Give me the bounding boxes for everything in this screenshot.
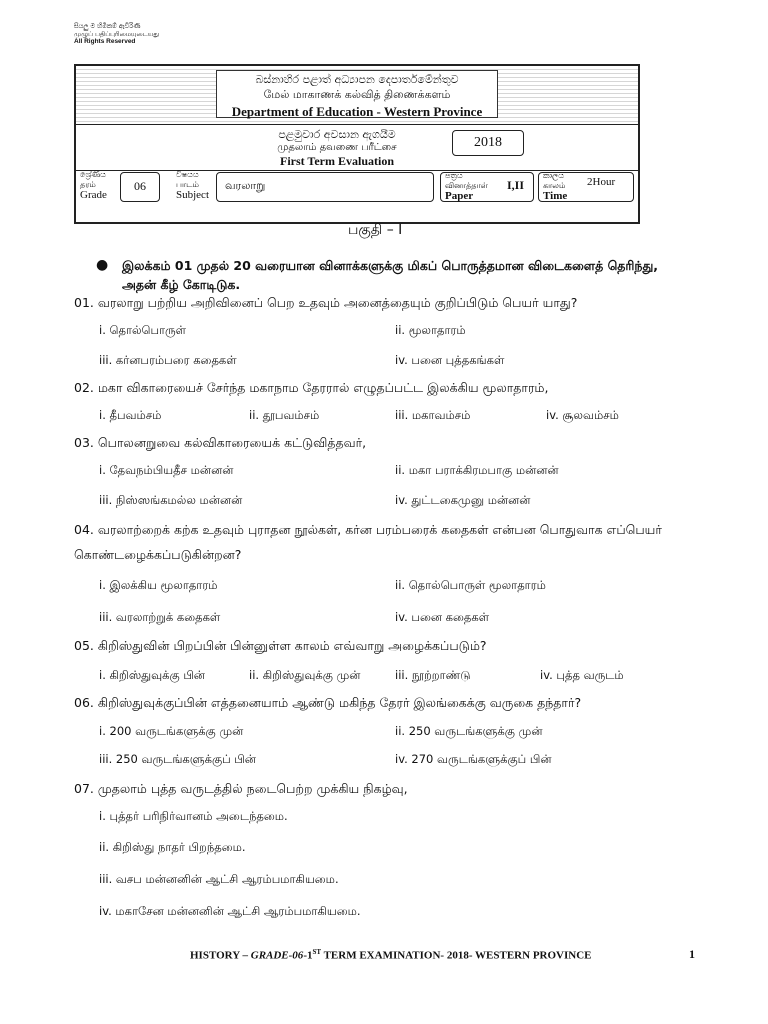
page-number: 1 (689, 947, 695, 961)
department-sinhala: බස්නාහිර පළාත් අධ්‍යාපන දෙපාර්තමේන්තුව (255, 73, 459, 86)
grade-label-si: ශ්‍රේණිය (80, 170, 106, 179)
copyright-sinhala: සියලු ම හිමිකම් ඇවිරිණි (74, 22, 141, 30)
q02-option-3[interactable]: iii. மகாவம்சம் (395, 408, 471, 422)
subject-label-en: Subject (176, 189, 209, 201)
q07-option-3[interactable]: iii. வசப மன்னனின் ஆட்சி ஆரம்பமாகியமை. (99, 872, 339, 886)
footer-term-suffix: ST (312, 948, 322, 956)
subject-box (216, 172, 434, 202)
exam-title-band (76, 124, 638, 171)
footer-grade: GRADE-06 (250, 949, 304, 962)
q01-option-4[interactable]: iv. பனை புத்தகங்கள் (395, 353, 505, 367)
department-box (216, 70, 498, 118)
time-label-ta: காலம் (543, 181, 566, 190)
exam-year: 2018 (452, 130, 524, 156)
q03-option-3[interactable]: iii. நிஸ்ஸங்கமல்ல மன்னன் (99, 493, 243, 507)
q05-option-4[interactable]: iv. புத்த வருடம் (540, 668, 624, 682)
copyright-notice (74, 22, 159, 46)
page-footer (190, 948, 592, 962)
paper-label-en: Paper (445, 190, 474, 202)
instruction-text: இலக்கம் 01 முதல் 20 வரையான வினாக்களுக்கு மிகப் பொருத்தமான விடைகளைத் தெரிந்து, அதன் கீழ் கோடிடுக. (122, 258, 659, 292)
time-box (538, 172, 634, 202)
q04-option-4[interactable]: iv. பனை கதைகள் (395, 610, 490, 624)
question-number: 03. (74, 435, 94, 450)
grade-label-en: Grade (80, 189, 107, 201)
time-label (543, 171, 567, 201)
paper-label (445, 171, 488, 201)
question-number: 07. (74, 781, 94, 796)
question-06 (74, 695, 581, 712)
q01-option-3[interactable]: iii. கர்னபரம்பரை கதைகள் (99, 353, 237, 367)
question-text: கிறிஸ்துவின் பிறப்பின் பின்னுள்ள காலம் எவ்வாறு அழைக்கப்படும்? (97, 638, 487, 653)
q05-option-1[interactable]: i. கிறிஸ்துவுக்கு பின் (99, 668, 205, 682)
question-number: 01. (74, 295, 94, 310)
subject-label-si: විෂයය (176, 170, 199, 179)
subject-value: வரலாறு (225, 179, 266, 192)
grade-label (80, 170, 107, 200)
q07-option-1[interactable]: i. புத்தர் பரிநிர்வானம் அடைந்தமை. (99, 809, 288, 823)
bullet-icon: ● (96, 257, 109, 273)
paper-box (440, 172, 534, 202)
question-07 (74, 781, 408, 798)
q04-option-1[interactable]: i. இலக்கிய மூலாதாரம் (99, 578, 218, 592)
time-label-en: Time (543, 190, 568, 202)
exam-title-tamil: முதலாம் தவணை பரீட்சை (277, 142, 397, 153)
exam-details-row (76, 170, 638, 204)
q04-option-3[interactable]: iii. வரலாற்றுக் கதைகள் (99, 610, 221, 624)
part-title: பகுதி – I (348, 222, 403, 238)
instruction (96, 256, 666, 294)
question-text: வரலாறு பற்றிய அறிவினைப் பெற உதவும் அனைத்தையும் குறிப்பிடும் பெயர் யாது? (97, 295, 578, 310)
q01-option-2[interactable]: ii. மூலாதாரம் (395, 323, 466, 337)
department-tamil: மேல் மாகாணக் கல்வித் திணைக்களம் (263, 88, 451, 101)
q03-option-4[interactable]: iv. துட்டகைமுனு மன்னன் (395, 493, 531, 507)
question-04 (74, 517, 690, 567)
q07-option-4[interactable]: iv. மகாசேன மன்னனின் ஆட்சி ஆரம்பமாகியமை. (99, 904, 361, 918)
grade-label-ta: தரம் (80, 180, 96, 189)
question-text: மகா விகாரையைச் சேர்ந்த மகாநாம தேரரால் எழுதப்பட்ட இலக்கிய மூலாதாரம், (97, 380, 549, 395)
q07-option-2[interactable]: ii. கிறிஸ்து நாதர் பிறந்தமை. (99, 840, 246, 854)
copyright-english: All Rights Reserved (74, 38, 136, 45)
q04-option-2[interactable]: ii. தொல்பொருள் மூலாதாரம் (395, 578, 546, 592)
department-english: Department of Education - Western Province (231, 104, 483, 119)
subject-label-ta: பாடம் (176, 180, 199, 189)
footer-history: HISTORY – (190, 949, 248, 962)
question-text: பொலனறுவை கல்விகாரையைக் கட்டுவித்தவர், (97, 435, 367, 450)
question-text: முதலாம் புத்த வருடத்தில் நடைபெற்ற முக்கிய நிகழ்வு, (97, 781, 408, 796)
question-02 (74, 380, 548, 397)
question-text: வரலாற்றைக் கற்க உதவும் புராதன நூல்கள், கர்ன பரம்பரைக் கதைகள் என்பன பொதுவாக எப்பெயர் கொண்டழைக்கப்படுகின்றன? (74, 522, 662, 562)
copyright-tamil: முழுப் பதிப்புரிமையுடையது (74, 30, 160, 38)
q02-option-2[interactable]: ii. தூபவம்சம் (249, 408, 320, 422)
q01-option-1[interactable]: i. தொல்பொருள் (99, 323, 187, 337)
grade-box (120, 172, 160, 202)
paper-label-si: පත්‍රය (445, 171, 463, 180)
q03-option-2[interactable]: ii. மகா பராக்கிரமபாகு மன்னன் (395, 463, 559, 477)
question-text: கிறிஸ்துவுக்குப்பின் எத்தனையாம் ஆண்டு மகிந்த தேரர் இலங்கைக்கு வருகை தந்தார்? (97, 695, 582, 710)
q05-option-2[interactable]: ii. கிறிஸ்துவுக்கு முன் (249, 668, 361, 682)
question-number: 04. (74, 522, 94, 537)
q06-option-2[interactable]: ii. 250 வருடங்களுக்கு முன் (395, 724, 543, 738)
paper-label-ta: வினாத்தாள் (445, 181, 488, 190)
question-number: 06. (74, 695, 94, 710)
q06-option-1[interactable]: i. 200 வருடங்களுக்கு முன் (99, 724, 244, 738)
grade-value: 06 (134, 179, 146, 193)
paper-value: I,II (507, 178, 525, 192)
question-01 (74, 295, 577, 312)
q02-option-4[interactable]: iv. சூலவம்சம் (546, 408, 619, 422)
question-05 (74, 638, 487, 655)
q02-option-1[interactable]: i. தீபவம்சம் (99, 408, 162, 422)
question-number: 05. (74, 638, 94, 653)
exam-header (74, 64, 640, 224)
subject-label (176, 170, 209, 200)
time-label-si: කාලය (543, 171, 564, 180)
department-banner (76, 66, 638, 125)
exam-title-sinhala: පළමුවාර අවසාන ඇගයීම (278, 128, 396, 141)
q06-option-4[interactable]: iv. 270 வருடங்களுக்குப் பின் (395, 752, 552, 766)
question-03 (74, 435, 366, 452)
q06-option-3[interactable]: iii. 250 வருடங்களுக்குப் பின் (99, 752, 256, 766)
footer-exam-text: TERM EXAMINATION- 2018- WESTERN PROVINCE (321, 949, 592, 962)
q05-option-3[interactable]: iii. நூற்றாண்டு (395, 668, 471, 682)
footer-term-number: -1 (303, 949, 313, 962)
question-number: 02. (74, 380, 94, 395)
time-value: 2Hour (587, 176, 616, 188)
exam-title-english: First Term Evaluation (279, 154, 394, 168)
q03-option-1[interactable]: i. தேவநம்பியதீச மன்னன் (99, 463, 234, 477)
